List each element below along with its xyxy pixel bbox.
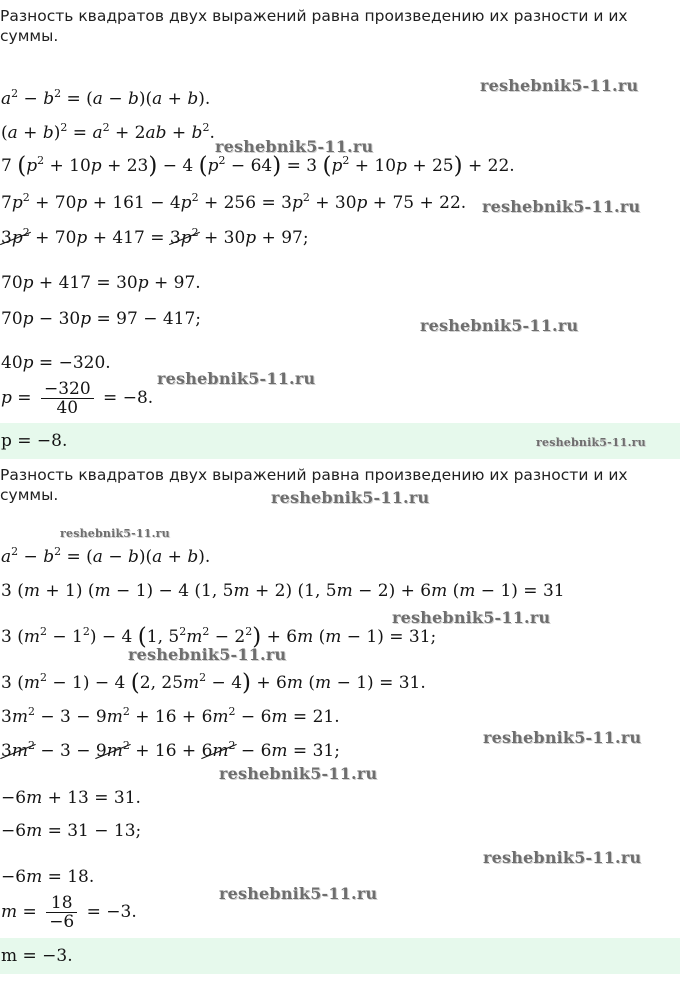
formula-square-of-sum: $(a + b)^2 = a^2 + 2ab + b^2$. <box>1 121 215 143</box>
equation-line-6: 40p = −320. <box>1 353 111 373</box>
equation-line-1: 7 $(p^2 + 10p + 23) - 4$ $(p^2 - 64) = 3$ $(p^2 + 10p + 25) + 22$. <box>1 153 515 179</box>
equation-line-3: $3p^2 + 70p + 417 = 3p^2 + 30p + 97$; <box>1 226 309 248</box>
watermark-logo: reshebnik5-11.ru <box>219 884 378 903</box>
formula-difference-of-squares-2: $a^2 - b^2 = (a - b)(a + b)$. <box>1 545 211 567</box>
answer-2: m = −3. <box>1 946 73 966</box>
equation-line-5: 70p − 30p = 97 − 417; <box>1 309 202 329</box>
watermark-logo: reshebnik5-11.ru <box>157 369 316 388</box>
equation2-line-9: m = $\frac{18}{-6}$ = −3. <box>1 893 137 932</box>
answer-band-2 <box>0 938 680 974</box>
equation-line-7: p = $\frac{-320}{40}$ = −8. <box>1 379 154 418</box>
watermark-logo: reshebnik5-11.ru <box>420 316 579 335</box>
equation2-line-2: 3 $(m^2 - 1^2) - 4$ (1, $5^2m^2 - 2^2) + 6m$ (m − 1) = 31; <box>1 624 437 650</box>
watermark-logo: reshebnik5-11.ru <box>219 764 378 783</box>
equation-line-2: $7p^2 + 70p + 161 - 4p^2 + 256 = 3p^2 + 30p + 75 + 22$. <box>1 191 467 213</box>
equation2-line-1: 3 (m + 1) (m − 1) − 4 (1, 5m + 2) (1, 5m − 2) + 6m (m − 1) = 31 <box>1 581 565 601</box>
formula-difference-of-squares-1: $a^2 - b^2 = (a - b)(a + b)$. <box>1 87 211 109</box>
watermark-logo: reshebnik5-11.ru <box>128 645 287 664</box>
watermark-logo: reshebnik5-11.ru <box>483 728 642 747</box>
watermark-logo: reshebnik5-11.ru <box>392 608 551 627</box>
equation2-line-5: $3m^2 - 3 - 9m^2 + 16 + 6m^2 - 6m = 31$; <box>1 739 340 761</box>
equation2-line-7: −6m = 31 − 13; <box>1 821 142 841</box>
watermark-logo: reshebnik5-11.ru <box>271 488 430 507</box>
watermark-logo: reshebnik5-11.ru <box>536 436 646 449</box>
equation2-line-6: −6m + 13 = 31. <box>1 788 141 808</box>
equation2-line-3: 3 $(m^2 - 1) - 4$ (2, $25m^2 - 4) + 6m$ (m − 1) = 31. <box>1 670 426 696</box>
intro-text-2: Разность квадратов двух выражений равна произведению их разности и их суммы. <box>0 466 628 504</box>
equation-line-4: 70p + 417 = 30p + 97. <box>1 273 201 293</box>
watermark-logo: reshebnik5-11.ru <box>60 527 170 540</box>
answer-1: p = −8. <box>1 431 68 451</box>
equation2-line-8: −6m = 18. <box>1 867 95 887</box>
watermark-logo: reshebnik5-11.ru <box>483 848 642 867</box>
watermark-logo: reshebnik5-11.ru <box>482 197 641 216</box>
watermark-logo: reshebnik5-11.ru <box>480 76 639 95</box>
equation2-line-4: $3m^2 - 3 - 9m^2 + 16 + 6m^2 - 6m = 21$. <box>1 705 340 727</box>
watermark-logo: reshebnik5-11.ru <box>215 137 374 156</box>
intro-text-1: Разность квадратов двух выражений равна произведению их разности и их суммы. <box>0 7 628 45</box>
